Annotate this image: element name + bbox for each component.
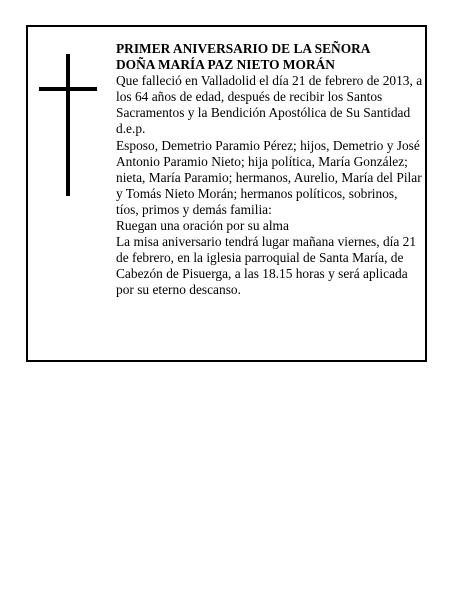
notice-text xyxy=(116,41,423,299)
prayer-request: Ruegan una oración por su alma xyxy=(116,218,289,234)
cross-vertical-bar xyxy=(66,54,70,196)
obituary-notice xyxy=(26,25,427,362)
cross-horizontal-bar xyxy=(39,87,97,91)
family-paragraph: Esposo, Demetrio Paramio Pérez; hijos, Demetrio y José Antonio Paramio Nieto; hija política, María González; nieta, María Paramio; hermanos, Aurelio, María del Pilar y Tomás Nieto Morán; hermanos políticos, sobrinos, tíos, primos y demás familia: xyxy=(116,137,422,217)
notice-title-line2: DOÑA MARÍA PAZ NIETO MORÁN xyxy=(116,57,335,73)
death-info-paragraph: Que falleció en Valladolid el día 21 de febrero de 2013, a los 64 años de edad, después de recibir los Santos Sacramentos y la Bendición Apostólica de Su Santidad d.e.p. xyxy=(116,73,423,137)
cross-icon xyxy=(39,54,97,196)
notice-title-line1: PRIMER ANIVERSARIO DE LA SEÑORA xyxy=(116,41,371,56)
mass-info-paragraph: La misa aniversario tendrá lugar mañana viernes, día 21 de febrero, en la iglesia parroquial de Santa María, de Cabezón de Pisuerga, a las 18.15 horas y será aplicada por su eterno descanso. xyxy=(116,234,417,298)
